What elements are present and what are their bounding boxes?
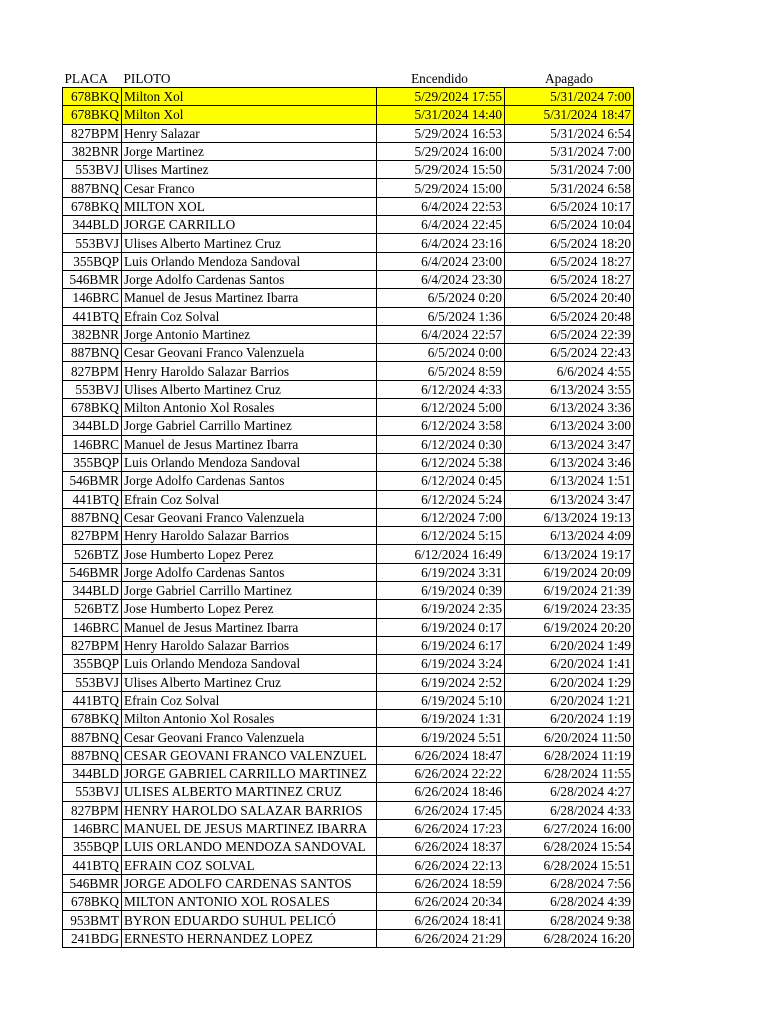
cell-apagado: 6/13/2024 4:09	[505, 527, 634, 545]
cell-apagado: 6/28/2024 11:19	[505, 746, 634, 764]
cell-apagado: 6/13/2024 3:55	[505, 380, 634, 398]
cell-encendido: 5/29/2024 17:55	[377, 88, 505, 106]
cell-piloto: Henry Haroldo Salazar Barrios	[122, 527, 377, 545]
cell-piloto: LUIS ORLANDO MENDOZA SANDOVAL	[122, 838, 377, 856]
cell-piloto: Henry Haroldo Salazar Barrios	[122, 636, 377, 654]
table-row	[63, 362, 634, 380]
table-row	[63, 472, 634, 490]
cell-piloto: Cesar Geovani Franco Valenzuela	[122, 344, 377, 362]
cell-apagado: 6/28/2024 15:54	[505, 838, 634, 856]
table-row	[63, 636, 634, 654]
table-row	[63, 234, 634, 252]
cell-placa: 827BPM	[63, 124, 122, 142]
cell-encendido: 6/4/2024 22:45	[377, 216, 505, 234]
cell-apagado: 6/13/2024 3:46	[505, 453, 634, 471]
cell-apagado: 6/13/2024 3:47	[505, 435, 634, 453]
cell-placa: 441BTQ	[63, 856, 122, 874]
cell-apagado: 6/28/2024 4:33	[505, 801, 634, 819]
cell-piloto: Jorge Adolfo Cardenas Santos	[122, 472, 377, 490]
cell-encendido: 6/12/2024 5:24	[377, 490, 505, 508]
cell-apagado: 6/28/2024 4:27	[505, 783, 634, 801]
cell-encendido: 6/5/2024 0:20	[377, 289, 505, 307]
cell-placa: 344BLD	[63, 764, 122, 782]
table-row	[63, 783, 634, 801]
table-row	[63, 179, 634, 197]
cell-piloto: Luis Orlando Mendoza Sandoval	[122, 655, 377, 673]
cell-piloto: EFRAIN COZ SOLVAL	[122, 856, 377, 874]
cell-placa: 887BNQ	[63, 179, 122, 197]
cell-piloto: ERNESTO HERNANDEZ LOPEZ	[122, 929, 377, 947]
cell-placa: 827BPM	[63, 801, 122, 819]
cell-encendido: 6/12/2024 3:58	[377, 417, 505, 435]
table-row	[63, 893, 634, 911]
cell-piloto: Milton Xol	[122, 88, 377, 106]
cell-piloto: MANUEL DE JESUS MARTINEZ IBARRA	[122, 819, 377, 837]
cell-apagado: 6/19/2024 20:20	[505, 618, 634, 636]
table-row	[63, 838, 634, 856]
cell-placa: 953BMT	[63, 911, 122, 929]
cell-encendido: 6/4/2024 22:57	[377, 325, 505, 343]
cell-placa: 887BNQ	[63, 344, 122, 362]
cell-placa: 441BTQ	[63, 691, 122, 709]
cell-placa: 546BMR	[63, 563, 122, 581]
cell-placa: 344BLD	[63, 216, 122, 234]
table-row	[63, 417, 634, 435]
table-row	[63, 801, 634, 819]
cell-placa: 355BQP	[63, 838, 122, 856]
table-row	[63, 88, 634, 106]
cell-piloto: Manuel de Jesus Martinez Ibarra	[122, 435, 377, 453]
cell-encendido: 6/12/2024 16:49	[377, 545, 505, 563]
cell-encendido: 6/26/2024 17:23	[377, 819, 505, 837]
cell-apagado: 5/31/2024 7:00	[505, 88, 634, 106]
cell-piloto: Jorge Adolfo Cardenas Santos	[122, 270, 377, 288]
table-row	[63, 307, 634, 325]
cell-piloto: Ulises Alberto Martinez Cruz	[122, 673, 377, 691]
cell-piloto: Milton Xol	[122, 106, 377, 124]
cell-piloto: Jorge Gabriel Carrillo Martinez	[122, 417, 377, 435]
cell-placa: 827BPM	[63, 636, 122, 654]
cell-placa: 146BRC	[63, 618, 122, 636]
cell-piloto: Efrain Coz Solval	[122, 490, 377, 508]
cell-apagado: 6/28/2024 9:38	[505, 911, 634, 929]
header-encendido: Encendido	[411, 70, 468, 86]
cell-apagado: 5/31/2024 6:54	[505, 124, 634, 142]
cell-encendido: 6/4/2024 23:00	[377, 252, 505, 270]
table-row	[63, 216, 634, 234]
table-row	[63, 124, 634, 142]
cell-apagado: 6/28/2024 11:55	[505, 764, 634, 782]
cell-placa: 827BPM	[63, 527, 122, 545]
cell-piloto: Luis Orlando Mendoza Sandoval	[122, 252, 377, 270]
cell-apagado: 5/31/2024 6:58	[505, 179, 634, 197]
cell-encendido: 6/26/2024 20:34	[377, 893, 505, 911]
table-row	[63, 142, 634, 160]
cell-apagado: 6/19/2024 23:35	[505, 600, 634, 618]
cell-piloto: JORGE CARRILLO	[122, 216, 377, 234]
cell-encendido: 6/26/2024 18:59	[377, 874, 505, 892]
cell-encendido: 6/19/2024 5:10	[377, 691, 505, 709]
cell-encendido: 6/26/2024 18:37	[377, 838, 505, 856]
cell-placa: 553BVJ	[63, 673, 122, 691]
cell-encendido: 5/31/2024 14:40	[377, 106, 505, 124]
cell-apagado: 6/5/2024 10:17	[505, 197, 634, 215]
cell-encendido: 5/29/2024 16:00	[377, 142, 505, 160]
spreadsheet	[62, 69, 634, 948]
table-row	[63, 874, 634, 892]
table-row	[63, 527, 634, 545]
cell-encendido: 6/26/2024 18:47	[377, 746, 505, 764]
cell-apagado: 6/5/2024 22:43	[505, 344, 634, 362]
table-row	[63, 161, 634, 179]
table-row	[63, 746, 634, 764]
table-row	[63, 673, 634, 691]
cell-apagado: 6/19/2024 21:39	[505, 582, 634, 600]
cell-encendido: 6/4/2024 22:53	[377, 197, 505, 215]
cell-encendido: 6/4/2024 23:30	[377, 270, 505, 288]
table-row	[63, 655, 634, 673]
cell-piloto: BYRON EDUARDO SUHUL PELICÓ	[122, 911, 377, 929]
cell-apagado: 6/5/2024 18:27	[505, 270, 634, 288]
cell-placa: 526BTZ	[63, 545, 122, 563]
cell-apagado: 5/31/2024 7:00	[505, 142, 634, 160]
cell-placa: 553BVJ	[63, 234, 122, 252]
cell-piloto: Efrain Coz Solval	[122, 691, 377, 709]
cell-encendido: 6/19/2024 6:17	[377, 636, 505, 654]
cell-apagado: 6/5/2024 20:40	[505, 289, 634, 307]
cell-encendido: 6/19/2024 2:35	[377, 600, 505, 618]
cell-piloto: HENRY HAROLDO SALAZAR BARRIOS	[122, 801, 377, 819]
table-row	[63, 545, 634, 563]
table-row	[63, 856, 634, 874]
cell-encendido: 6/12/2024 0:45	[377, 472, 505, 490]
table-row	[63, 270, 634, 288]
cell-apagado: 5/31/2024 7:00	[505, 161, 634, 179]
cell-placa: 355BQP	[63, 252, 122, 270]
cell-encendido: 6/12/2024 5:15	[377, 527, 505, 545]
cell-placa: 344BLD	[63, 582, 122, 600]
cell-placa: 553BVJ	[63, 783, 122, 801]
cell-placa: 355BQP	[63, 453, 122, 471]
table-row	[63, 252, 634, 270]
table-row	[63, 435, 634, 453]
cell-placa: 678BKQ	[63, 88, 122, 106]
table-row	[63, 344, 634, 362]
cell-encendido: 6/19/2024 1:31	[377, 710, 505, 728]
cell-apagado: 6/13/2024 3:00	[505, 417, 634, 435]
cell-piloto: Jorge Adolfo Cardenas Santos	[122, 563, 377, 581]
cell-placa: 441BTQ	[63, 490, 122, 508]
cell-piloto: Jose Humberto Lopez Perez	[122, 545, 377, 563]
cell-encendido: 6/5/2024 0:00	[377, 344, 505, 362]
table-row	[63, 380, 634, 398]
table-row	[63, 819, 634, 837]
cell-placa: 887BNQ	[63, 728, 122, 746]
table-row	[63, 600, 634, 618]
cell-placa: 146BRC	[63, 819, 122, 837]
cell-encendido: 6/19/2024 3:24	[377, 655, 505, 673]
cell-encendido: 6/26/2024 22:22	[377, 764, 505, 782]
table-row	[63, 929, 634, 947]
cell-encendido: 6/26/2024 18:41	[377, 911, 505, 929]
cell-placa: 553BVJ	[63, 161, 122, 179]
cell-placa: 887BNQ	[63, 746, 122, 764]
table-row	[63, 563, 634, 581]
table-row	[63, 490, 634, 508]
cell-piloto: Manuel de Jesus Martinez Ibarra	[122, 618, 377, 636]
cell-placa: 678BKQ	[63, 893, 122, 911]
cell-piloto: Ulises Alberto Martinez Cruz	[122, 234, 377, 252]
cell-piloto: Milton Antonio Xol Rosales	[122, 399, 377, 417]
cell-encendido: 6/5/2024 8:59	[377, 362, 505, 380]
cell-apagado: 6/19/2024 20:09	[505, 563, 634, 581]
cell-piloto: Manuel de Jesus Martinez Ibarra	[122, 289, 377, 307]
cell-apagado: 6/6/2024 4:55	[505, 362, 634, 380]
cell-encendido: 6/4/2024 23:16	[377, 234, 505, 252]
header-apagado: Apagado	[545, 70, 593, 86]
cell-encendido: 6/26/2024 17:45	[377, 801, 505, 819]
table-row	[63, 106, 634, 124]
cell-piloto: Ulises Alberto Martinez Cruz	[122, 380, 377, 398]
cell-placa: 546BMR	[63, 472, 122, 490]
cell-encendido: 5/29/2024 15:50	[377, 161, 505, 179]
cell-encendido: 6/26/2024 18:46	[377, 783, 505, 801]
cell-placa: 441BTQ	[63, 307, 122, 325]
cell-placa: 827BPM	[63, 362, 122, 380]
header-row	[63, 69, 634, 88]
cell-placa: 678BKQ	[63, 197, 122, 215]
cell-placa: 344BLD	[63, 417, 122, 435]
table-row	[63, 508, 634, 526]
cell-apagado: 6/5/2024 10:04	[505, 216, 634, 234]
cell-piloto: Henry Haroldo Salazar Barrios	[122, 362, 377, 380]
cell-apagado: 6/5/2024 18:27	[505, 252, 634, 270]
cell-encendido: 6/12/2024 5:00	[377, 399, 505, 417]
cell-apagado: 6/20/2024 1:19	[505, 710, 634, 728]
table-row	[63, 399, 634, 417]
cell-placa: 382BNR	[63, 142, 122, 160]
cell-piloto: Jose Humberto Lopez Perez	[122, 600, 377, 618]
cell-apagado: 6/28/2024 15:51	[505, 856, 634, 874]
table-body	[63, 88, 634, 948]
cell-encendido: 5/29/2024 16:53	[377, 124, 505, 142]
cell-piloto: Jorge Gabriel Carrillo Martinez	[122, 582, 377, 600]
cell-placa: 546BMR	[63, 874, 122, 892]
cell-encendido: 6/12/2024 5:38	[377, 453, 505, 471]
cell-encendido: 6/12/2024 4:33	[377, 380, 505, 398]
header-piloto: PILOTO	[123, 70, 171, 86]
table-row	[63, 453, 634, 471]
header-placa: PLACA	[64, 70, 109, 86]
cell-encendido: 6/19/2024 3:31	[377, 563, 505, 581]
cell-piloto: Luis Orlando Mendoza Sandoval	[122, 453, 377, 471]
cell-placa: 146BRC	[63, 435, 122, 453]
cell-piloto: Jorge Martinez	[122, 142, 377, 160]
table-row	[63, 764, 634, 782]
cell-apagado: 6/28/2024 16:20	[505, 929, 634, 947]
cell-placa: 678BKQ	[63, 710, 122, 728]
cell-apagado: 6/28/2024 4:39	[505, 893, 634, 911]
cell-apagado: 5/31/2024 18:47	[505, 106, 634, 124]
cell-encendido: 6/19/2024 5:51	[377, 728, 505, 746]
cell-placa: 678BKQ	[63, 106, 122, 124]
cell-piloto: Jorge Antonio Martinez	[122, 325, 377, 343]
cell-placa: 553BVJ	[63, 380, 122, 398]
cell-placa: 382BNR	[63, 325, 122, 343]
table-row	[63, 728, 634, 746]
cell-piloto: MILTON ANTONIO XOL ROSALES	[122, 893, 377, 911]
cell-piloto: Cesar Franco	[122, 179, 377, 197]
cell-placa: 678BKQ	[63, 399, 122, 417]
cell-placa: 355BQP	[63, 655, 122, 673]
cell-apagado: 6/20/2024 11:50	[505, 728, 634, 746]
cell-placa: 546BMR	[63, 270, 122, 288]
cell-apagado: 6/13/2024 19:17	[505, 545, 634, 563]
cell-piloto: JORGE ADOLFO CARDENAS SANTOS	[122, 874, 377, 892]
cell-apagado: 6/13/2024 19:13	[505, 508, 634, 526]
cell-piloto: Ulises Martinez	[122, 161, 377, 179]
table-row	[63, 710, 634, 728]
cell-apagado: 6/5/2024 20:48	[505, 307, 634, 325]
data-table	[62, 69, 634, 948]
cell-piloto: Efrain Coz Solval	[122, 307, 377, 325]
cell-encendido: 6/19/2024 0:17	[377, 618, 505, 636]
table-row	[63, 618, 634, 636]
cell-piloto: Cesar Geovani Franco Valenzuela	[122, 508, 377, 526]
cell-apagado: 6/20/2024 1:21	[505, 691, 634, 709]
cell-apagado: 6/20/2024 1:29	[505, 673, 634, 691]
cell-apagado: 6/13/2024 3:36	[505, 399, 634, 417]
cell-piloto: MILTON XOL	[122, 197, 377, 215]
cell-apagado: 6/20/2024 1:49	[505, 636, 634, 654]
cell-encendido: 6/5/2024 1:36	[377, 307, 505, 325]
cell-encendido: 6/26/2024 21:29	[377, 929, 505, 947]
cell-apagado: 6/20/2024 1:41	[505, 655, 634, 673]
cell-placa: 887BNQ	[63, 508, 122, 526]
cell-apagado: 6/13/2024 3:47	[505, 490, 634, 508]
cell-apagado: 6/5/2024 18:20	[505, 234, 634, 252]
cell-encendido: 6/19/2024 0:39	[377, 582, 505, 600]
table-row	[63, 582, 634, 600]
cell-apagado: 6/13/2024 1:51	[505, 472, 634, 490]
table-row	[63, 691, 634, 709]
cell-encendido: 5/29/2024 15:00	[377, 179, 505, 197]
cell-apagado: 6/5/2024 22:39	[505, 325, 634, 343]
table-row	[63, 911, 634, 929]
cell-piloto: Henry Salazar	[122, 124, 377, 142]
cell-encendido: 6/19/2024 2:52	[377, 673, 505, 691]
cell-piloto: ULISES ALBERTO MARTINEZ CRUZ	[122, 783, 377, 801]
table-row	[63, 325, 634, 343]
cell-apagado: 6/27/2024 16:00	[505, 819, 634, 837]
cell-apagado: 6/28/2024 7:56	[505, 874, 634, 892]
cell-encendido: 6/12/2024 7:00	[377, 508, 505, 526]
table-row	[63, 289, 634, 307]
cell-placa: 241BDG	[63, 929, 122, 947]
cell-piloto: Cesar Geovani Franco Valenzuela	[122, 728, 377, 746]
cell-piloto: CESAR GEOVANI FRANCO VALENZUEL	[122, 746, 377, 764]
cell-placa: 146BRC	[63, 289, 122, 307]
cell-encendido: 6/26/2024 22:13	[377, 856, 505, 874]
table-row	[63, 197, 634, 215]
cell-encendido: 6/12/2024 0:30	[377, 435, 505, 453]
cell-piloto: Milton Antonio Xol Rosales	[122, 710, 377, 728]
cell-piloto: JORGE GABRIEL CARRILLO MARTINEZ	[122, 764, 377, 782]
cell-placa: 526BTZ	[63, 600, 122, 618]
